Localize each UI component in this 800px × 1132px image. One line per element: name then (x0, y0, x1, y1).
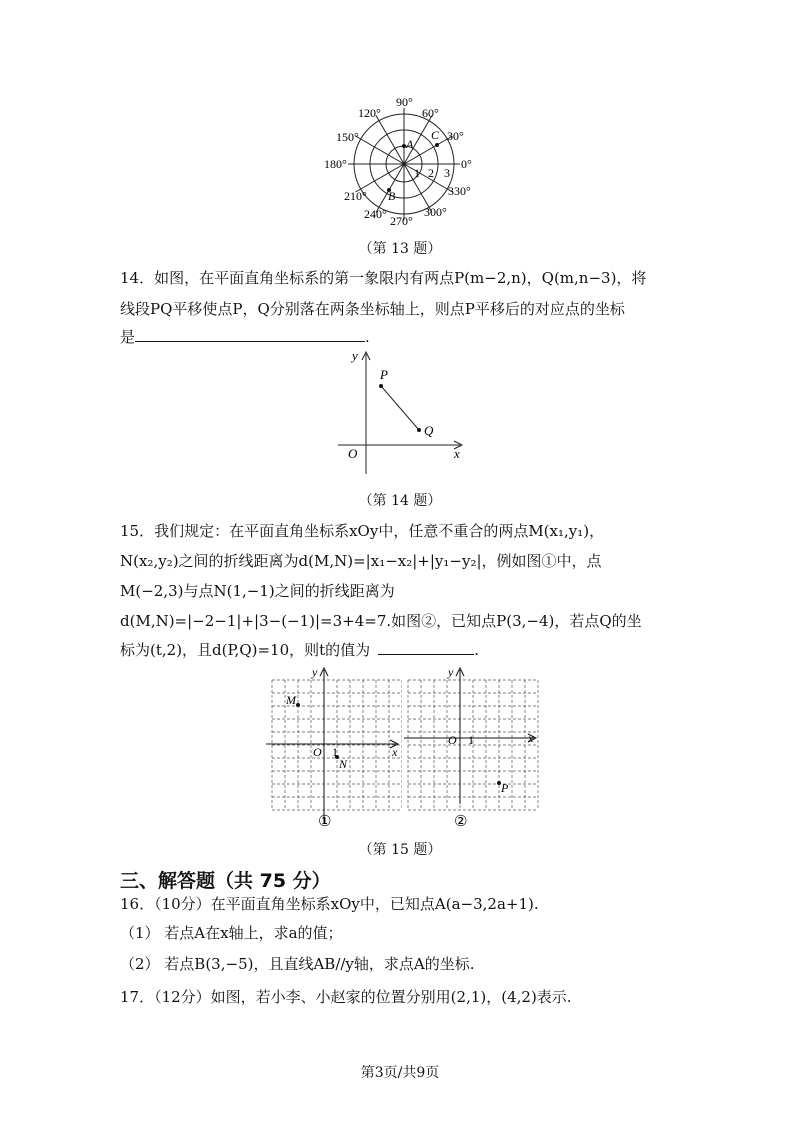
fig2-x-axis-label: x (528, 731, 534, 745)
angle-label-30: 30° (447, 129, 464, 143)
q14-point-q-label: Q (424, 423, 434, 438)
q14-x-axis-label: x (454, 446, 460, 461)
point-label-a: A (406, 137, 414, 151)
q15-answer-blank[interactable] (378, 640, 474, 655)
q14-line-3-lead: 是 (120, 328, 136, 346)
point-label-b: B (388, 189, 396, 203)
point-label-c: C (431, 128, 440, 142)
q14-answer-blank[interactable] (135, 327, 365, 342)
q16-line-3: （2） 若点B(3,−5)，且直线AB//y轴，求点A的坐标. (120, 955, 475, 973)
radius-label-1: 1 (414, 166, 420, 180)
fig2-y-axis-label: y (448, 665, 454, 679)
q15-line-4: d(M,N)=|−2−1|+|3−(−1)|=3+4=7.如图②，已知点P(3,−4)，若点Q的坐 (120, 612, 642, 630)
q15-line-5-lead: 标为(t,2)，且d(P,Q)=10，则t的值为 (120, 641, 371, 659)
q15-line-5 (120, 639, 479, 660)
fig1-point-n-label: N (339, 757, 348, 771)
q13-caption: （第 13 题） (358, 241, 442, 257)
radius-label-3: 3 (444, 166, 450, 180)
fig1-y-axis-label: y (312, 665, 318, 679)
angle-label-120: 120° (358, 106, 381, 120)
fig1-unit-label: 1 (332, 745, 338, 759)
fig2-unit-label: 1 (468, 733, 474, 747)
q14-y-axis-label: y (352, 348, 358, 363)
fig1-number-label: ① (318, 814, 332, 830)
fig1-x-axis-label: x (392, 745, 398, 759)
angle-label-300: 300° (424, 205, 447, 219)
fig2-point-p-label: P (501, 781, 509, 795)
q16-line-1: 16．（10分）在平面直角坐标系xOy中，已知点A(a−3,2a+1). (120, 895, 539, 913)
q15-caption: （第 15 题） (358, 842, 442, 858)
angle-label-0: 0° (461, 157, 472, 171)
fig2-origin-label: O (448, 733, 457, 747)
page-footer: 第3页/共9页 (360, 1065, 440, 1081)
q14-caption: （第 14 题） (358, 493, 442, 509)
q15-figure-2 (400, 664, 540, 830)
fig1-origin-label: O (313, 745, 322, 759)
q14-line-1: 14．如图，在平面直角坐标系的第一象限内有两点P(m−2,n)，Q(m,n−3)，将 (120, 269, 647, 287)
radius-label-2: 2 (428, 166, 434, 180)
q15-figure-1 (262, 664, 402, 830)
q15-line-2: N(x₂,y₂)之间的折线距离为d(M,N)=|x₁−x₂|+|y₁−y₂|，例如图①中，点 (120, 552, 602, 570)
q14-coordinate-figure (330, 346, 470, 482)
q17-line-1: 17．（12分）如图，若小李、小赵家的位置分别用(2,1)，(4,2)表示. (120, 988, 572, 1006)
q15-line-5-end: . (474, 641, 479, 659)
q14-line-3-end: . (365, 328, 370, 346)
q16-line-2: （1） 若点A在x轴上，求a的值； (120, 924, 343, 942)
q15-line-1: 15．我们规定：在平面直角坐标系xOy中，任意不重合的两点M(x₁,y₁)， (120, 522, 605, 540)
angle-label-270: 270° (390, 214, 413, 228)
angle-label-240: 240° (364, 207, 387, 221)
angle-label-210: 210° (344, 189, 367, 203)
q14-line-2: 线段PQ平移使点P，Q分别落在两条坐标轴上，则点P平移后的对应点的坐标 (120, 300, 625, 318)
q14-origin-label: O (348, 446, 358, 461)
angle-label-150: 150° (336, 130, 359, 144)
angle-label-180: 180° (324, 157, 347, 171)
q14-point-p-label: P (380, 367, 388, 382)
q15-line-3: M(−2,3)与点N(1,−1)之间的折线距离为 (120, 582, 395, 600)
q14-line-3 (120, 326, 370, 347)
angle-label-90: 90° (396, 95, 413, 109)
angle-label-330: 330° (448, 184, 471, 198)
fig2-number-label: ② (454, 814, 468, 830)
q13-polar-figure (320, 92, 490, 232)
angle-label-60: 60° (422, 106, 439, 120)
section-3-heading: 三、解答题（共 75 分） (120, 870, 331, 892)
fig1-point-m-label: M (286, 693, 296, 707)
